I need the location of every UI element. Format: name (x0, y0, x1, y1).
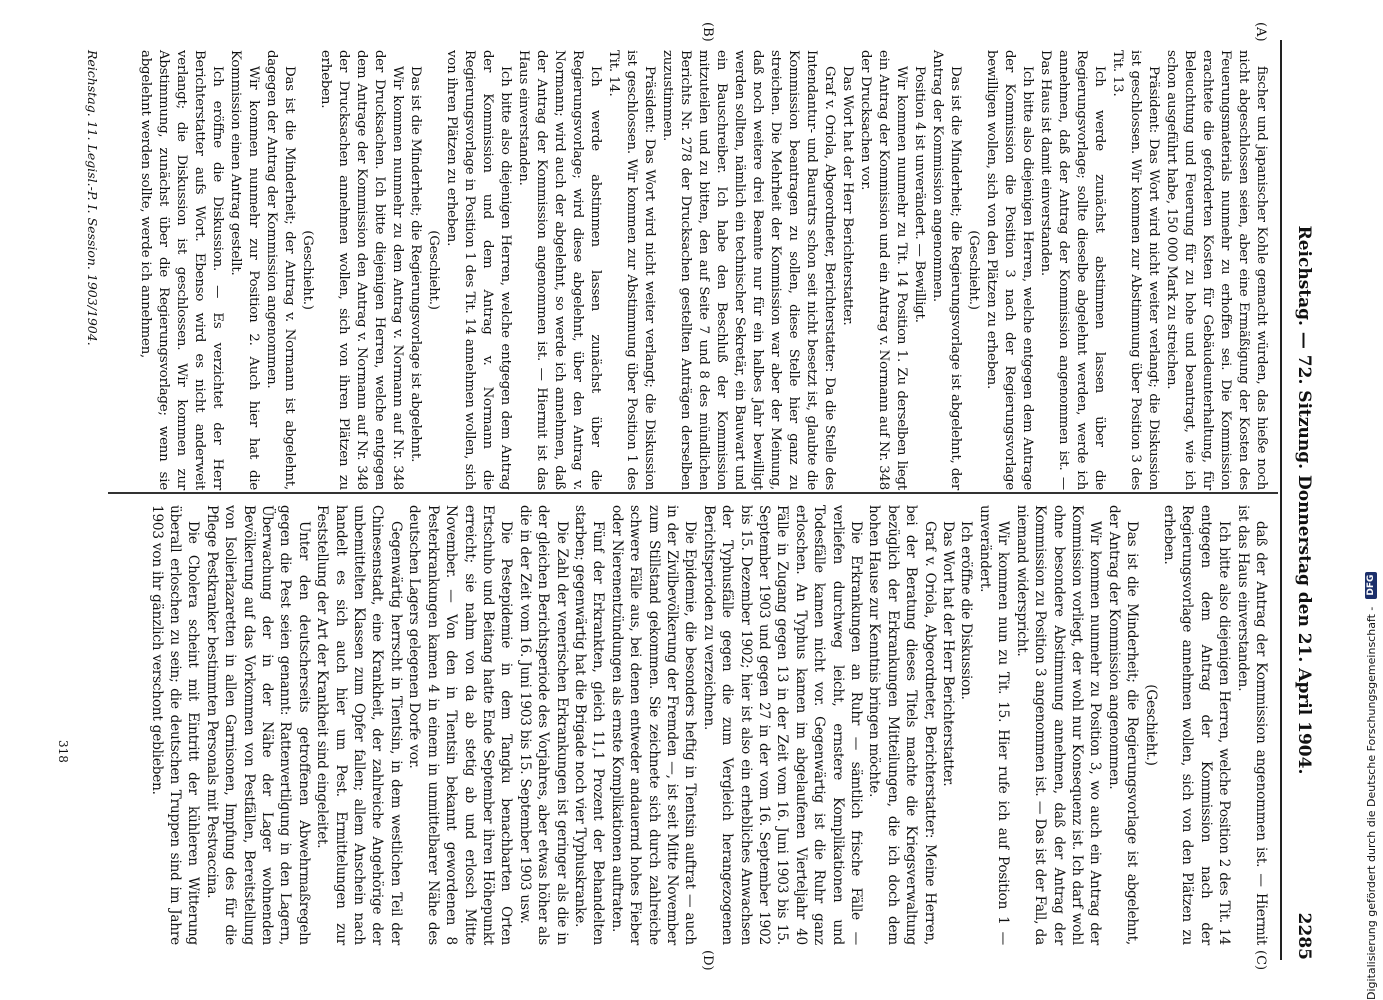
paragraph: Ich werde zunächst abstimmen lassen über die Regierungsvorlage; sollte dieselbe abgelehnt werden, werde ich annehmen, daß der Antrag der Kommission angenommen ist. — Das Haus ist damit einverstanden. (1038, 50, 1107, 490)
paragraph: Gegenwärtig herrscht in Tientsin, in dem westlichen Teil der Chinesenstadt, eine Krankheit, der zahlreiche Angehörige der unbemittelten Klassen zum Opfer fallen; allem Anschein nach handelt es sich auch hier um Pest. Ermittelungen zur Feststellung der Art der Krankheit sind eingeleitet. (314, 505, 404, 945)
paragraph: Die Zahl der venerischen Erkrankungen ist geringer als die in der gleichen Berichtsperiode des Vorjahres, aber etwas höher als die in der Zeit vom 16. Juni 1903 bis 15. September 1903 usw. (516, 505, 570, 945)
margin-marker-a: (A) (1253, 22, 1268, 42)
paragraph: Ich bitte also diejenigen Herren, welche entgegen dem Antrage der Kommission die Position 3 nach der Regierungsvorlage bewilligen wollen, sich von den Plätzen zu erheben. (984, 50, 1035, 490)
paragraph: Wir kommen nunmehr zu Position 3, wo auch ein Antrag der Kommission vorliegt, der wohl nur Konsequenz ist. Ich darf wohl ohne besondere Abstimmung annehmen, daß der Antrag der Kommission zu Position 3 angenommen ist. — Das ist der Fall, da niemand widerspricht. (1013, 505, 1104, 945)
margin-marker-c: (C) (1253, 950, 1268, 971)
paragraph: daß der Antrag der Kommission angenommen ist. — Hiermit ist das Haus einverstanden. (1234, 505, 1269, 945)
paragraph: Das ist die Minderheit; die Regierungsvorlage ist abgelehnt. (408, 66, 423, 463)
page-title: Reichstag. — 72. Sitzung. Donnerstag den 21. April 1904. (1294, 225, 1314, 775)
margin-marker-d: (D) (700, 950, 715, 971)
paragraph: Präsident: Das Wort wird nicht weiter verlangt; die Diskussion ist geschlossen. Wir kommen zur Abstimmung über Position 1 des Tit. 14. (606, 50, 657, 490)
paragraph: Das ist die Minderheit; die Regierungsvorlage ist abgelehnt, der Antrag der Kommission angenommen. (1105, 505, 1141, 945)
dfg-logo-icon: DFG (1365, 572, 1377, 599)
column-separator (108, 492, 1278, 494)
paragraph: (Geschieht.) (300, 230, 315, 310)
paragraph: Ich werde abstimmen lassen zunächst über die Regierungsvorlage; wird diese abgelehnt, über den Antrag v. Normann; wird auch der abgelehnt, so werde ich annehmen, daß der Antrag der Kommission angenommen ist. — Hiermit ist das Haus einverstanden. (516, 50, 603, 490)
paragraph: fischer und japanischer Kohle gemacht würden, das hieße noch nicht abgeschlossen seien, aber eine Ermäßigung der Kosten des Feuerungsmaterials nunmehr zu erhoffen sei. Die Kommission erachtete die geforderten Kosten für Gebäudeunterhaltung, für Beleuchtung und Feuerung für zu hohe und beantragt, wie ich schon ausgeführt habe, 150 000 Mark zu streichen. (1164, 50, 1269, 490)
paragraph: Graf v. Oriola, Abgeordneter, Berichterstatter: Da die Stelle des Intendantur- und Bauratrs schon seit nicht besetzt ist, glaubte die Kommission beantragen zu sollen, diese Stelle hier ganz zu streichen. Die Mehrheit der Kommission war aber der Meinung, daß noch weitere drei Beamte nur für ein halbes Jahr bewilligt werden sollten, nämlich ein technischer Sekretär, ein Bauwart und ein Bauschreiber. Ich habe den Beschluß der Kommission mitzuteilen und zu bitten, den auf Seite 7 und 8 des mündlichen Berichts Nr. 278 der Drucksachen gestellten Anträgen derselben zuzustimmen. (660, 50, 837, 490)
paragraph: (Geschieht.) (966, 230, 981, 310)
right-column (147, 505, 1270, 945)
document-page (20, 0, 1340, 1000)
paragraph: Fünf der Erkrankten, gleich 11,1 Prozent der Behandelten starben; gegenwärtig hat die Brigade noch vier Typhuskranke. (571, 505, 607, 945)
paragraph: Das Wort hat der Herr Berichterstatter. (840, 66, 855, 326)
paragraph: Ich bitte also diejenigen Herren, welche Position 2 des Tit. 14 entgegen dem Antrag der Kommission nach der Regierungsvorlage annehmen wollen, sich von den Plätzen zu erheben. (1160, 505, 1233, 945)
paragraph: (Geschieht.) (426, 230, 441, 310)
page-number: 2285 (1294, 912, 1314, 960)
margin-marker-b: (B) (700, 22, 715, 42)
paragraph: Ich bitte also diejenigen Herren, welche entgegen dem Antrag der Kommission und dem Antrag v. Normann die Regierungsvorlage in Position 1 des Tit. 14 annehmen wollen, sich von ihren Plätzen zu erheben. (444, 50, 513, 490)
paragraph: Unter den deutscherseits getroffenen Abwehrmaßregeln gegen die Pest seien genannt: Rattenvertilgung in den Lagern, Überwachung der in der Nähe der Lager wohnenden Bevölkerung auf das Vorkommen von Pestfällen, Bereitstellung von Isolierlazaretten in allen Garnisonen, Impfung des für die Pflege Pestkranker bestimmten Personals mit Pestvaccina. (203, 505, 312, 945)
paragraph: Die Erkrankungen an Ruhr — sämtlich frische Fälle — verliefen durchweg leicht, ernstere Komplikationen und Todesfälle kamen nicht vor. Gegenwärtig ist die Ruhr ganz erloschen. An Typhus kamen im abgelaufenen Vierteljahr 40 Fälle in Zugang gegen 13 in der Zeit vom 16. Juni 1903 bis 15. September 1903 und gegen 27 in der vom 16. September 1902 bis 15. Dezember 1902; hier ist also ein erhebliches Anwachsen der Typhusfälle gegen die zum Vergleich herangezogenen Berichtsperioden zu verzeichnen. (700, 505, 865, 945)
paragraph: Das ist die Minderheit; der Antrag v. Normann ist abgelehnt, dagegen der Antrag der Kommission angenommen. (264, 50, 297, 490)
paragraph: Die Epidemie, die besonders heftig in Tientsin auftrat — auch in der Zivilbevölkerung der Fremden —, ist seit Mitte November zum Stillstand gekommen. Sie zeichnete sich durch zahlreiche schwere Fälle aus, bei denen entweder andauernd hohes Fieber oder Nierenentzündungen als ernste Komplikationen auftraten. (608, 505, 699, 945)
paragraph: Die Pestepidemie in dem Tangku benachbarten Orten Ertschuho und Beitang hatte Ende September ihren Höhepunkt erreicht; sie nahm von da ab stetig ab und erlosch Mitte November. — Von den in Tientsin bekannt gewordenen 8 Pesterkrankungen kamen 4 in einem in unmittelbarer Nähe des deutschen Lagers gelegenen Dorfe vor. (406, 505, 515, 945)
paragraph: Wir kommen nunmehr zur Position 2. Auch hier hat die Kommission einen Antrag gestellt. (228, 50, 261, 490)
paragraph: Ich eröffne die Diskussion. — Es verzichtet der Herr Berichterstatter aufs Wort. Ebenso wird es nicht anderweit verlangt; die Diskussion ist geschlossen. Wir kommen zur Abstimmung, zunächst über die Regierungsvorlage; wenn sie abgelehnt werden sollte, werde ich annehmen, (138, 50, 225, 490)
left-column (136, 50, 1270, 490)
paragraph: Wir kommen nun zu Tit. 15. Hier rufe ich auf Position 1 — unverändert. (976, 505, 1012, 945)
digitization-note (1360, 0, 1382, 1000)
paragraph: Position 4 ist unverändert. — Bewilligt. (912, 66, 927, 323)
header-rule (1280, 40, 1282, 960)
paragraph: Ich eröffne die Diskussion. (958, 521, 975, 700)
page-footer: Reichstag. 11. Legisl.-P. I. Session. 1903/1904. (85, 50, 100, 346)
paragraph: (Geschieht.) (1142, 684, 1159, 766)
paragraph: Graf v. Oriola, Abgeordneter, Berichterstatter: Meine Herren, bei der Beratung dieses Titels machte die Kriegsverwaltung bezüglich der Erkrankungen Mitteilungen, die ich doch dem hohen Hause zur Kenntnis bringen möchte. (866, 505, 938, 945)
paragraph: Die Cholera scheint mit Eintritt der kühleren Witterung überall erloschen zu sein; die deutschen Truppen sind im Jahre 1903 von ihr gänzlich verschont geblieben. (148, 505, 202, 945)
paragraph: Wir kommen nunmehr zu dem Antrag v. Normann auf Nr. 348 der Drucksachen. Ich bitte diejenigen Herren, welche entgegen dem Antrage der Kommission den Antrag v. Normann auf Nr. 348 der Drucksachen annehmen wollen, sich von ihren Plätzen zu erheben. (318, 50, 405, 490)
paragraph: Wir kommen nunmehr zu Tit. 14 Position 1. Zu derselben liegt ein Antrag der Kommission und ein Antrag v. Normann auf Nr. 348 der Drucksachen vor. (858, 50, 909, 490)
digitization-text: Digitalisierung gefördert durch die Deutsche Forschungsgemeinschaft - (1364, 606, 1378, 1000)
paragraph: Das Wort hat der Herr Berichterstatter. (940, 521, 957, 787)
paragraph: Präsident: Das Wort wird nicht weiter verlangt; die Diskussion ist geschlossen. Wir kommen zur Abstimmung über Position 3 des Tit. 13. (1110, 50, 1161, 490)
sheet-signature: 318 (56, 740, 70, 763)
page-header (1288, 40, 1322, 960)
paragraph: Das ist die Minderheit; die Regierungsvorlage ist abgelehnt, der Antrag der Kommission angenommen. (930, 50, 963, 490)
